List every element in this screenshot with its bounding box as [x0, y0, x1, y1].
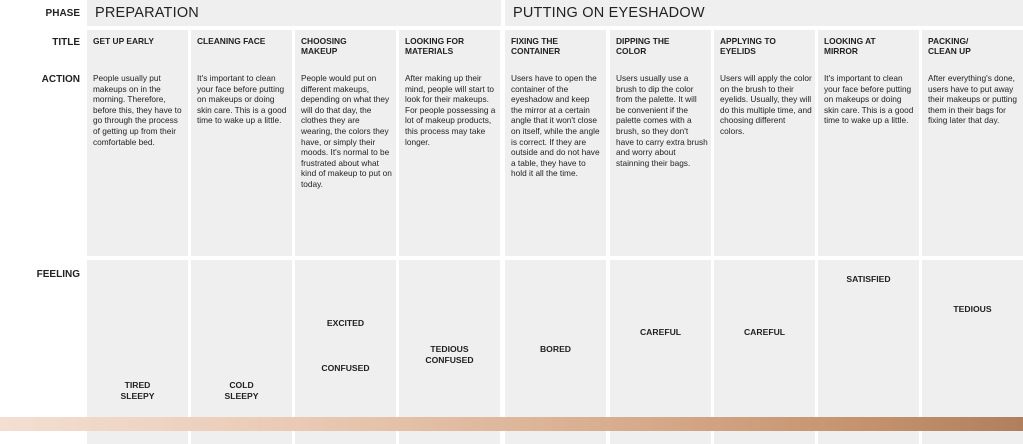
step-action: After making up their mind, people will start to look for their makeups. For people possessing a lot of makeup products, this process may take longer.: [405, 73, 496, 147]
step-title: APPLYING TO EYELIDS: [720, 36, 776, 56]
step-feeling: CAREFUL: [743, 327, 786, 337]
step-column-2: [191, 30, 292, 414]
step-column-3: [295, 30, 396, 414]
step-column-6: [610, 30, 711, 414]
step-action: Users usually use a brush to dip the color from the palette. It will be convenient if the palette comes with a brush, so they don't have to carry extra brush and worry about stainning their bags.: [616, 73, 708, 168]
step-card: [191, 30, 292, 256]
step-column-5: [505, 30, 606, 414]
row-label-title: TITLE: [52, 37, 80, 48]
step-title: DIPPING THE COLOR: [616, 36, 670, 56]
row-label-phase: PHASE: [45, 8, 80, 19]
step-action: People would put on different makeups, depending on what they will do that day, the clothes they are wearing, the colors they have, or simply their moods. It's normal to be frustrated about what kind of makeup to put on today.: [301, 73, 392, 189]
step-column-1: [87, 30, 188, 414]
step-action: Users have to open the container of the eyeshadow and keep the mirror at a certain angle that it won't close on itself, while the angle is correct. If they are outside and do not have a table, they have to hold it all the time.: [511, 73, 600, 179]
row-label-action: ACTION: [41, 74, 80, 85]
step-feeling: CAREFUL: [639, 327, 682, 337]
phase-preparation: PREPARATION: [87, 0, 501, 26]
step-card: [505, 30, 606, 256]
step-title: CHOOSING MAKEUP: [301, 36, 347, 56]
step-card: [922, 30, 1023, 256]
step-column-4: [399, 30, 500, 414]
step-feeling: TEDIOUS CONFUSED: [425, 344, 474, 365]
step-feeling: COLD SLEEPY: [224, 380, 259, 401]
step-action: People usually put makeups on in the morning. Therefore, before this, they have to go through the process of getting up from their comfortable bed.: [93, 73, 182, 147]
decorative-gradient-bar: [0, 417, 1023, 431]
step-feeling-confused: CONFUSED: [321, 363, 370, 373]
step-column-9: [922, 30, 1023, 414]
step-action: After everything's done, users have to put away their makeups or putting them in their bags for fixing later that day.: [928, 73, 1018, 126]
step-card: [295, 30, 396, 256]
step-title: PACKING/ CLEAN UP: [928, 36, 971, 56]
phase-putting-on-eyeshadow: PUTTING ON EYESHADOW: [505, 0, 1023, 26]
step-card: [610, 30, 711, 256]
step-feeling: BORED: [539, 344, 572, 354]
step-card: [714, 30, 815, 256]
step-title: GET UP EARLY: [93, 36, 154, 46]
row-label-feeling: FEELING: [36, 269, 80, 280]
step-action: Users will apply the color on the brush to their eyelids. Usually, they will do this multiple time, and choosing different colors.: [720, 73, 812, 136]
step-title: LOOKING AT MIRROR: [824, 36, 876, 56]
step-title: FIXING THE CONTAINER: [511, 36, 561, 56]
step-feeling-excited: EXCITED: [326, 318, 365, 328]
step-title: LOOKING FOR MATERIALS: [405, 36, 465, 56]
step-feeling: TIRED SLEEPY: [120, 380, 155, 401]
step-card: [399, 30, 500, 256]
step-feeling: SATISFIED: [846, 274, 891, 284]
step-column-7: [714, 30, 815, 414]
step-action: It's important to clean your face before putting on makeups or doing skin care. This is a good time to wake up a little.: [824, 73, 914, 126]
step-feeling: TEDIOUS: [953, 304, 992, 314]
step-card: [818, 30, 919, 256]
step-title: CLEANING FACE: [197, 36, 266, 46]
step-column-8: [818, 30, 919, 414]
step-action: It's important to clean your face before putting on makeups or doing skin care. This is a good time to wake up a little.: [197, 73, 287, 126]
step-card: [87, 30, 188, 256]
